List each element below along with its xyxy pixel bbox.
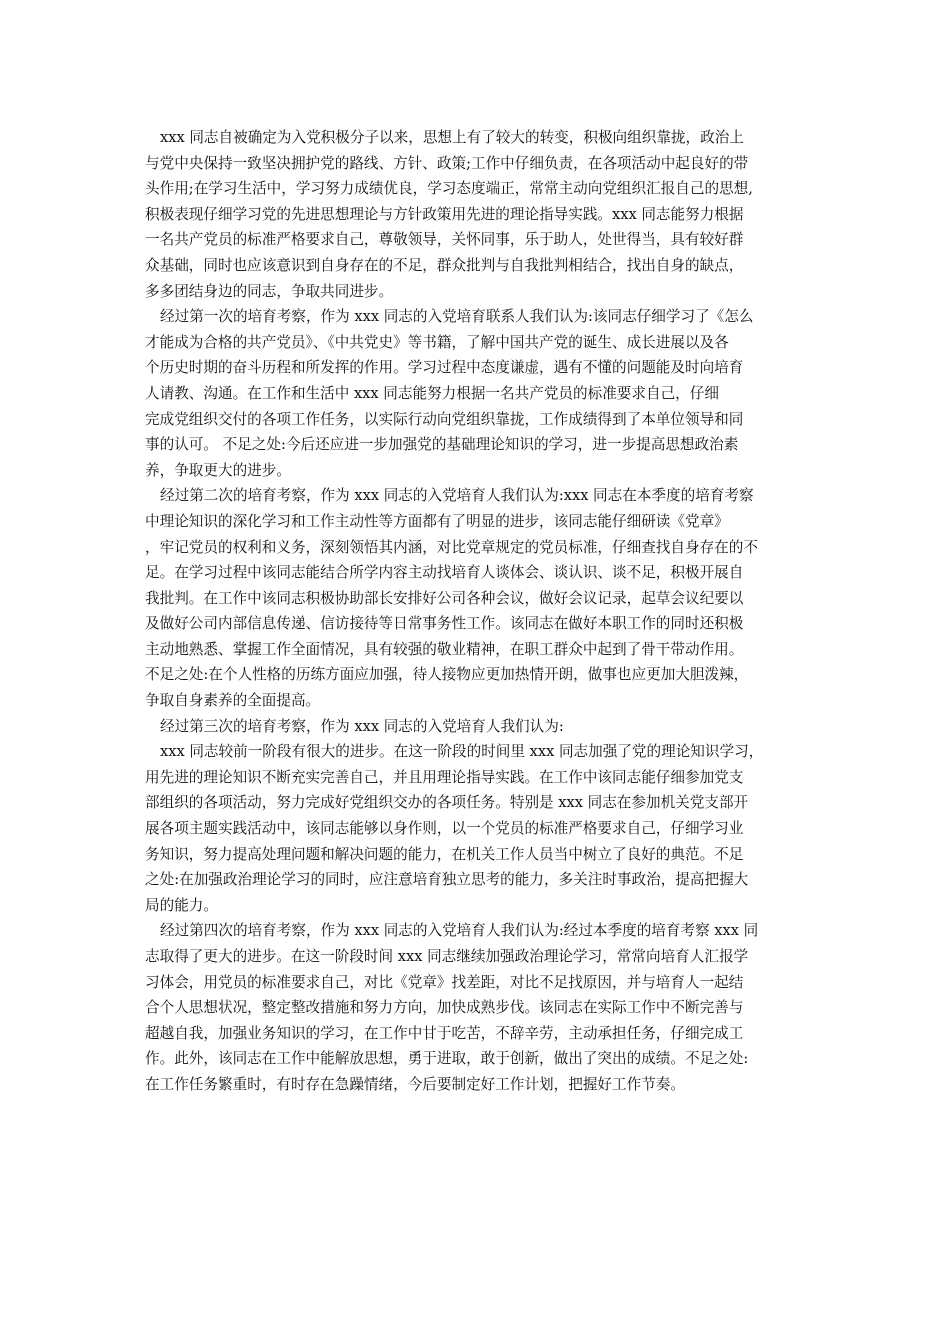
paragraph-4 xyxy=(145,714,825,740)
text-line: 用先进的理论知识不断充实完善自己，并且用理论指导实践。在工作中该同志能仔细参加党支 xyxy=(145,768,744,786)
paragraph-6 xyxy=(145,918,825,1097)
text-line: 多多团结身边的同志，争取共同进步。 xyxy=(145,282,394,300)
paragraph-5 xyxy=(145,739,825,918)
text-line: 展各项主题实践活动中，该同志能够以身作则，以一个党员的标准严格要求自己，仔细学习业 xyxy=(145,820,744,838)
text-line: 我批判。在工作中该同志积极协助部长安排好公司各种会议，做好会议记录，起草会议纪要以 xyxy=(145,589,744,607)
text-line: 作。此外，该同志在工作中能解放思想，勇于进取，敢于创新，做出了突出的成绩。不足之处: xyxy=(145,1050,749,1068)
text-line: 完成党组织交付的各项工作任务，以实际行动向党组织靠拢，工作成绩得到了本单位领导和同 xyxy=(145,410,744,428)
text-line: 合个人思想状况，整定整改措施和努力方向，加快成熟步伐。该同志在实际工作中不断完善与 xyxy=(145,999,744,1017)
text-line: 部组织的各项活动，努力完成好党组织交办的各项任务。特别是 xxx 同志在参加机关党支部开 xyxy=(145,794,749,812)
text-line: 习体会，用党员的标准要求自己，对比《党章》找差距，对比不足找原因，并与培育人一起结 xyxy=(145,973,744,991)
text-line: 经过第一次的培育考察，作为 xxx 同志的入党培育联系人我们认为:该同志仔细学习了《怎么 xyxy=(160,308,754,326)
text-line: 之处:在加强政治理论学习的同时，应注意培育独立思考的能力，多关注时事政治，提高把握大 xyxy=(145,871,749,889)
text-line: 经过第四次的培育考察，作为 xxx 同志的入党培育人我们认为:经过本季度的培育考察 xxx 同 xyxy=(160,922,759,940)
text-line: 头作用;在学习生活中，学习努力成绩优良，学习态度端正，常常主动向党组织汇报自己的思想, xyxy=(145,180,753,198)
text-line: 及做好公司内部信息传递、信访接待等日常事务性工作。该同志在做好本职工作的同时还积极 xyxy=(145,615,744,633)
text-line: 局的能力。 xyxy=(145,896,218,914)
text-line: 足。在学习过程中该同志能结合所学内容主动找培育人谈体会、谈认识、谈不足，积极开展自 xyxy=(145,564,744,582)
text-line: 经过第二次的培育考察，作为 xxx 同志的入党培育人我们认为:xxx 同志在本季度的培育考察 xyxy=(160,487,754,505)
text-line: 事的认可。 不足之处:今后还应进一步加强党的基础理论知识的学习，进一步提高思想政治素 xyxy=(145,436,739,454)
text-line: ，牢记党员的权利和义务，深刻领悟其内涵，对比党章规定的党员标准，仔细查找自身存在的不 xyxy=(145,538,758,556)
text-line: 主动地熟悉、掌握工作全面情况，具有较强的敬业精神，在职工群众中起到了骨干带动作用。 xyxy=(145,640,744,658)
document-body xyxy=(145,125,825,1098)
text-line: 务知识，努力提高处理问题和解决问题的能力，在机关工作人员当中树立了良好的典范。不足 xyxy=(145,845,744,863)
text-line: 人请教、沟通。在工作和生活中 xxx 同志能努力根据一名共产党员的标准要求自己，仔细 xyxy=(145,384,719,402)
text-line: 在工作任务繁重时，有时存在急躁情绪，今后要制定好工作计划，把握好工作节奏。 xyxy=(145,1075,685,1093)
text-line: 众基础，同时也应该意识到自身存在的不足，群众批判与自我批判相结合，找出自身的缺点， xyxy=(145,256,744,274)
text-line: 与党中央保持一致坚决拥护党的路线、方针、政策;工作中仔细负责，在各项活动中起良好的带 xyxy=(145,154,749,172)
text-line: xxx 同志自被确定为入党积极分子以来，思想上有了较大的转变，积极向组织靠拢，政治上 xyxy=(160,129,744,146)
text-line: 才能成为合格的共产党员》、《中共党史》等书籍，了解中国共产党的诞生、成长进展以及各 xyxy=(145,333,729,351)
text-line: 养，争取更大的进步。 xyxy=(145,461,291,479)
text-line: 一名共产党员的标准严格要求自己，尊敬领导，关怀同事，乐于助人，处世得当，具有较好群 xyxy=(145,231,744,249)
paragraph-3 xyxy=(145,483,825,713)
text-line: 不足之处:在个人性格的历练方面应加强，待人接物应更加热情开朗，做事也应更加大胆泼辣， xyxy=(145,666,749,684)
text-line: 积极表现仔细学习党的先进思想理论与方针政策用先进的理论指导实践。xxx 同志能努力根据 xyxy=(145,205,744,223)
text-line: 个历史时期的奋斗历程和所发挥的作用。学习过程中态度谦虚，遇有不懂的问题能及时向培育 xyxy=(145,359,744,377)
text-line: 中理论知识的深化学习和工作主动性等方面都有了明显的进步，该同志能仔细研读《党章》 xyxy=(145,512,729,530)
text-line: 争取自身素养的全面提高。 xyxy=(145,692,321,710)
paragraph-1 xyxy=(145,125,825,304)
paragraph-2 xyxy=(145,304,825,483)
text-line: xxx 同志较前一阶段有很大的进步。在这一阶段的时间里 xxx 同志加强了党的理论知识学习， xyxy=(160,743,764,761)
text-line: 超越自我，加强业务知识的学习，在工作中甘于吃苦，不辞辛劳，主动承担任务，仔细完成工 xyxy=(145,1024,744,1042)
text-line: 志取得了更大的进步。在这一阶段时间 xxx 同志继续加强政治理论学习，常常向培育人汇报学 xyxy=(145,948,749,965)
text-line: 经过第三次的培育考察，作为 xxx 同志的入党培育人我们认为: xyxy=(160,717,564,735)
